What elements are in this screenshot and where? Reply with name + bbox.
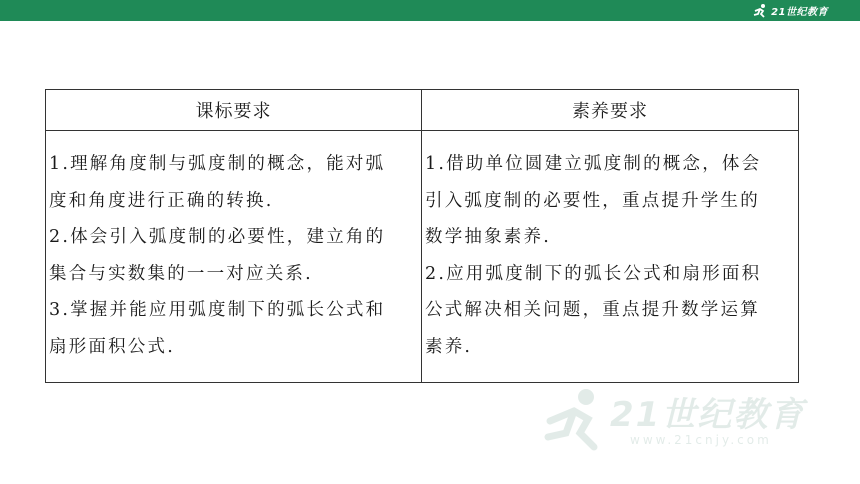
watermark-text: 21世纪教育 <box>610 395 806 435</box>
text-line: 引入弧度制的必要性，重点提升学生的 <box>425 190 760 211</box>
requirements-table-container <box>45 89 798 383</box>
header-curriculum-requirements: 课标要求 <box>46 90 422 131</box>
text-line: 数学抽象素养. <box>425 227 551 247</box>
brand-logo <box>752 2 828 19</box>
text-line: 素养. <box>425 336 473 357</box>
logo-text: 21世纪教育 <box>771 7 828 18</box>
text-line: 公式解决相关问题，重点提升数学运算 <box>425 300 760 320</box>
header-bar <box>0 0 860 21</box>
watermark-runner-icon <box>540 385 610 455</box>
text-line: 扇形面积公式. <box>49 336 175 357</box>
table-row <box>46 131 799 383</box>
text-line: 1.借助单位圆建立弧度制的概念，体会 <box>425 154 762 174</box>
text-line: 集合与实数集的一一对应关系. <box>49 263 313 284</box>
requirements-table <box>45 89 799 383</box>
text-line: 3.掌握并能应用弧度制下的弧长公式和 <box>49 300 386 320</box>
watermark-logo <box>540 385 840 465</box>
watermark-url: www.21cnjy.com <box>630 433 772 447</box>
text-line: 2.体会引入弧度制的必要性，建立角的 <box>49 227 386 247</box>
runner-icon <box>752 3 768 19</box>
text-line: 1.理解角度制与弧度制的概念，能对弧 <box>49 154 386 174</box>
table-header-row <box>46 90 799 131</box>
header-literacy-requirements: 素养要求 <box>422 90 799 131</box>
curriculum-requirements-cell <box>46 131 422 383</box>
text-line: 2.应用弧度制下的弧长公式和扇形面积 <box>425 263 762 284</box>
literacy-requirements-cell <box>422 131 799 383</box>
text-line: 度和角度进行正确的转换. <box>49 190 274 211</box>
